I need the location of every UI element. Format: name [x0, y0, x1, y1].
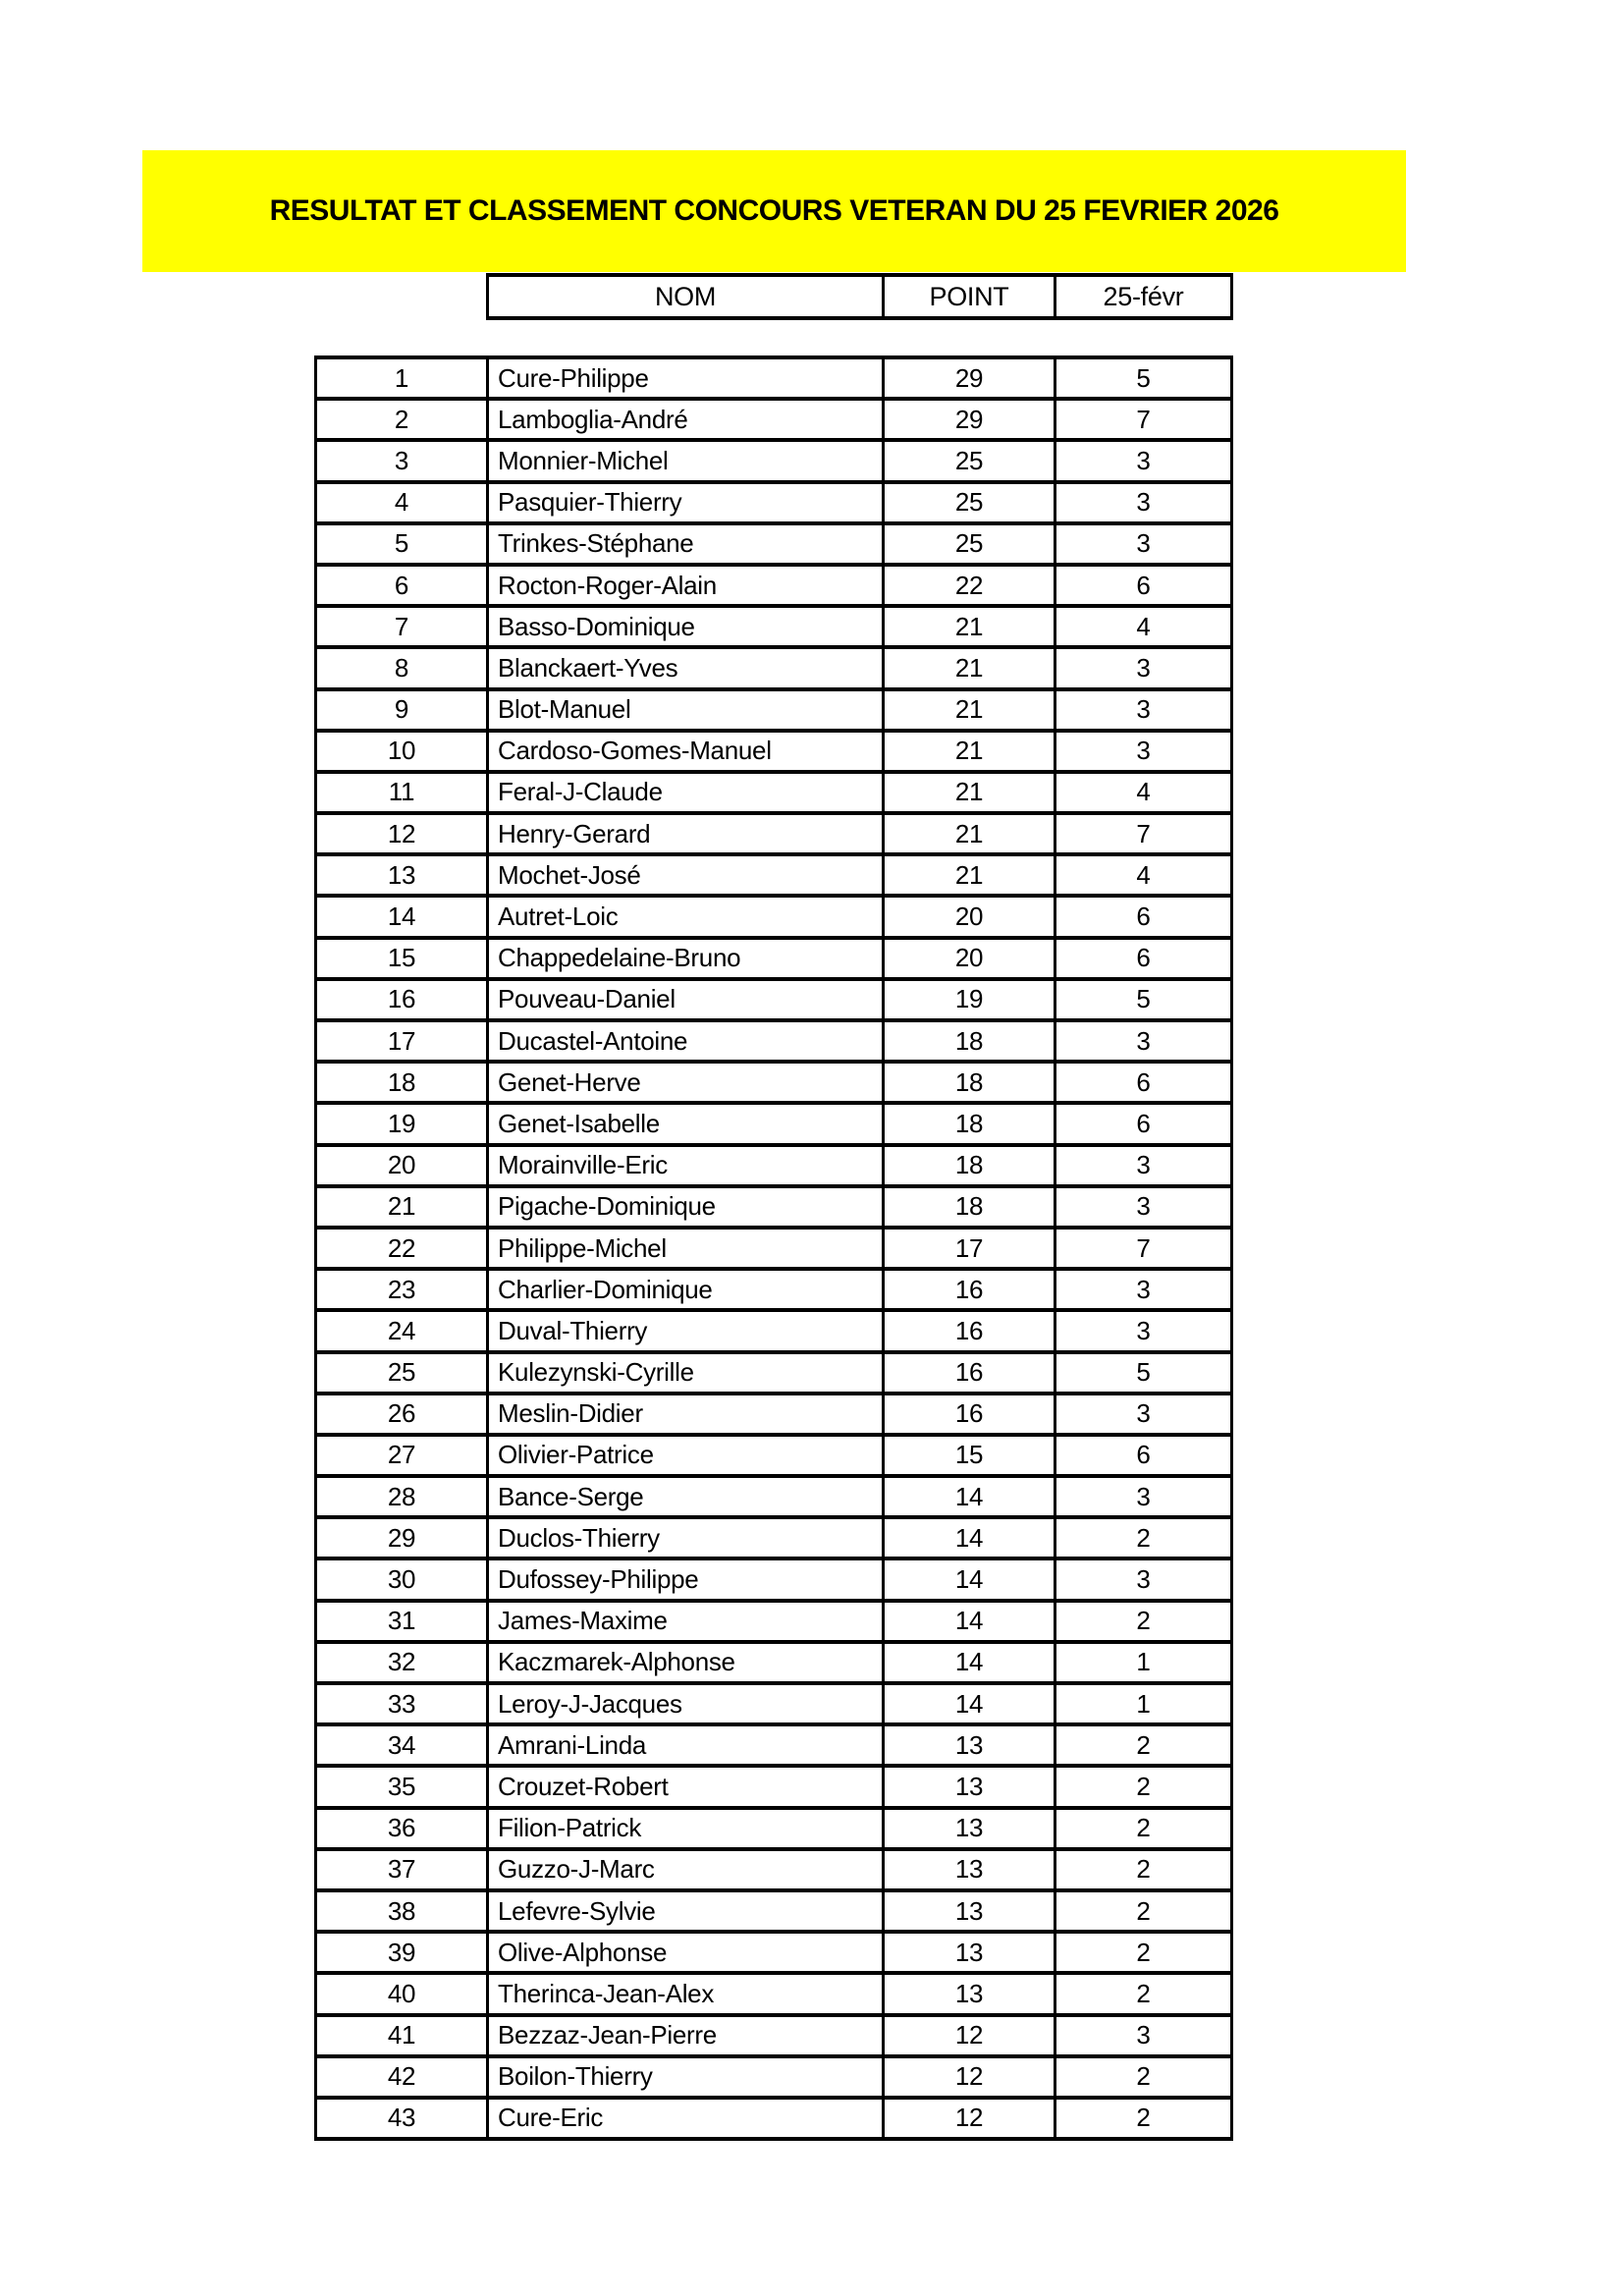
point-cell: 20	[884, 938, 1055, 979]
rank-cell: 14	[316, 896, 488, 937]
date-cell: 2	[1055, 2056, 1232, 2098]
table-row	[316, 2056, 1232, 2098]
rank-cell: 39	[316, 1932, 488, 1973]
rank-cell: 17	[316, 1020, 488, 1062]
page-title: RESULTAT ET CLASSEMENT CONCOURS VETERAN DU 25 FEVRIER 2026	[269, 194, 1279, 227]
date-cell: 3	[1055, 1476, 1232, 1517]
rank-cell: 7	[316, 606, 488, 647]
table-row	[316, 1310, 1232, 1351]
name-cell: Filion-Patrick	[488, 1808, 884, 1849]
table-row	[316, 1145, 1232, 1186]
table-row	[316, 647, 1232, 688]
point-cell: 18	[884, 1145, 1055, 1186]
table-row	[316, 482, 1232, 523]
rank-cell: 37	[316, 1849, 488, 1890]
point-cell: 18	[884, 1186, 1055, 1228]
title-banner	[142, 150, 1406, 272]
point-cell: 13	[884, 1890, 1055, 1932]
date-cell: 2	[1055, 1808, 1232, 1849]
name-cell: Pasquier-Thierry	[488, 482, 884, 523]
table-row	[316, 440, 1232, 481]
table-row	[316, 1517, 1232, 1558]
name-cell: Dufossey-Philippe	[488, 1558, 884, 1600]
rank-cell: 43	[316, 2098, 488, 2139]
point-cell: 22	[884, 565, 1055, 606]
point-cell: 25	[884, 482, 1055, 523]
table-row	[316, 854, 1232, 896]
point-cell: 12	[884, 2098, 1055, 2139]
point-cell: 13	[884, 1973, 1055, 2014]
point-cell: 21	[884, 772, 1055, 813]
point-cell: 18	[884, 1020, 1055, 1062]
point-cell: 29	[884, 399, 1055, 440]
name-cell: Blot-Manuel	[488, 689, 884, 731]
point-cell: 25	[884, 440, 1055, 481]
name-cell: Pouveau-Daniel	[488, 979, 884, 1020]
date-cell: 6	[1055, 896, 1232, 937]
table-row	[316, 2015, 1232, 2056]
point-cell: 16	[884, 1310, 1055, 1351]
name-cell: Pigache-Dominique	[488, 1186, 884, 1228]
name-cell: Meslin-Didier	[488, 1394, 884, 1435]
name-cell: Charlier-Dominique	[488, 1269, 884, 1310]
point-cell: 15	[884, 1435, 1055, 1476]
rank-cell: 1	[316, 357, 488, 399]
table-row	[316, 1352, 1232, 1394]
table-row	[316, 399, 1232, 440]
date-cell: 1	[1055, 1683, 1232, 1724]
point-cell: 16	[884, 1352, 1055, 1394]
header-date: 25-févr	[1055, 275, 1232, 318]
table-row	[316, 1642, 1232, 1683]
rank-cell: 10	[316, 731, 488, 772]
date-cell: 3	[1055, 1020, 1232, 1062]
table-row	[316, 1269, 1232, 1310]
rank-cell: 6	[316, 565, 488, 606]
date-cell: 2	[1055, 1517, 1232, 1558]
name-cell: Duclos-Thierry	[488, 1517, 884, 1558]
table-row	[316, 606, 1232, 647]
rank-cell: 5	[316, 523, 488, 565]
point-cell: 14	[884, 1642, 1055, 1683]
point-cell: 17	[884, 1228, 1055, 1269]
name-cell: Olivier-Patrice	[488, 1435, 884, 1476]
rank-cell: 19	[316, 1103, 488, 1144]
table-row	[316, 2098, 1232, 2139]
point-cell: 18	[884, 1062, 1055, 1103]
name-cell: Bance-Serge	[488, 1476, 884, 1517]
rank-cell: 40	[316, 1973, 488, 2014]
name-cell: Cure-Philippe	[488, 357, 884, 399]
name-cell: Blanckaert-Yves	[488, 647, 884, 688]
table-row	[316, 1476, 1232, 1517]
table-row	[316, 1766, 1232, 1807]
rank-cell: 32	[316, 1642, 488, 1683]
name-cell: Cardoso-Gomes-Manuel	[488, 731, 884, 772]
rank-cell: 2	[316, 399, 488, 440]
date-cell: 6	[1055, 565, 1232, 606]
table-row	[316, 1186, 1232, 1228]
rank-cell: 27	[316, 1435, 488, 1476]
point-cell: 29	[884, 357, 1055, 399]
point-cell: 21	[884, 647, 1055, 688]
table-row	[316, 1062, 1232, 1103]
rank-cell: 12	[316, 813, 488, 854]
point-cell: 21	[884, 606, 1055, 647]
date-cell: 1	[1055, 1642, 1232, 1683]
point-cell: 19	[884, 979, 1055, 1020]
point-cell: 13	[884, 1808, 1055, 1849]
date-cell: 3	[1055, 482, 1232, 523]
name-cell: Cure-Eric	[488, 2098, 884, 2139]
table-row	[316, 1683, 1232, 1724]
point-cell: 21	[884, 731, 1055, 772]
table-row	[316, 731, 1232, 772]
rank-cell: 20	[316, 1145, 488, 1186]
name-cell: Olive-Alphonse	[488, 1932, 884, 1973]
date-cell: 4	[1055, 606, 1232, 647]
date-cell: 3	[1055, 689, 1232, 731]
date-cell: 2	[1055, 1932, 1232, 1973]
header-point: POINT	[884, 275, 1055, 318]
date-cell: 3	[1055, 1310, 1232, 1351]
name-cell: Henry-Gerard	[488, 813, 884, 854]
table-row	[316, 1103, 1232, 1144]
rank-cell: 29	[316, 1517, 488, 1558]
rank-cell: 25	[316, 1352, 488, 1394]
name-cell: Autret-Loic	[488, 896, 884, 937]
name-cell: Amrani-Linda	[488, 1724, 884, 1766]
date-cell: 3	[1055, 1394, 1232, 1435]
name-cell: Monnier-Michel	[488, 440, 884, 481]
name-cell: Genet-Isabelle	[488, 1103, 884, 1144]
name-cell: Lefevre-Sylvie	[488, 1890, 884, 1932]
point-cell: 16	[884, 1269, 1055, 1310]
name-cell: Therinca-Jean-Alex	[488, 1973, 884, 2014]
table-row	[316, 813, 1232, 854]
date-cell: 2	[1055, 1849, 1232, 1890]
date-cell: 4	[1055, 772, 1232, 813]
date-cell: 6	[1055, 1062, 1232, 1103]
point-cell: 21	[884, 689, 1055, 731]
table-row	[316, 523, 1232, 565]
rank-cell: 8	[316, 647, 488, 688]
table-row	[316, 1601, 1232, 1642]
name-cell: Kulezynski-Cyrille	[488, 1352, 884, 1394]
rank-cell: 18	[316, 1062, 488, 1103]
name-cell: Philippe-Michel	[488, 1228, 884, 1269]
rank-cell: 13	[316, 854, 488, 896]
name-cell: Rocton-Roger-Alain	[488, 565, 884, 606]
rank-cell: 4	[316, 482, 488, 523]
table-row	[316, 1020, 1232, 1062]
name-cell: Genet-Herve	[488, 1062, 884, 1103]
date-cell: 2	[1055, 2098, 1232, 2139]
rank-cell: 23	[316, 1269, 488, 1310]
table-row	[316, 565, 1232, 606]
date-cell: 3	[1055, 523, 1232, 565]
point-cell: 13	[884, 1724, 1055, 1766]
rank-cell: 36	[316, 1808, 488, 1849]
point-cell: 21	[884, 813, 1055, 854]
point-cell: 14	[884, 1476, 1055, 1517]
table-row	[316, 979, 1232, 1020]
table-row	[316, 1394, 1232, 1435]
table-row	[316, 938, 1232, 979]
rank-cell: 9	[316, 689, 488, 731]
rank-cell: 30	[316, 1558, 488, 1600]
name-cell: Ducastel-Antoine	[488, 1020, 884, 1062]
table-row	[316, 772, 1232, 813]
table-row	[316, 1808, 1232, 1849]
table-row	[316, 1973, 1232, 2014]
table-row	[316, 1849, 1232, 1890]
point-cell: 14	[884, 1517, 1055, 1558]
name-cell: Mochet-José	[488, 854, 884, 896]
table-row	[316, 1228, 1232, 1269]
rank-cell: 34	[316, 1724, 488, 1766]
rank-cell: 22	[316, 1228, 488, 1269]
date-cell: 3	[1055, 1145, 1232, 1186]
rank-cell: 33	[316, 1683, 488, 1724]
point-cell: 12	[884, 2056, 1055, 2098]
date-cell: 3	[1055, 731, 1232, 772]
date-cell: 2	[1055, 1601, 1232, 1642]
rank-cell: 24	[316, 1310, 488, 1351]
rank-cell: 3	[316, 440, 488, 481]
date-cell: 5	[1055, 1352, 1232, 1394]
date-cell: 5	[1055, 979, 1232, 1020]
table-row	[316, 896, 1232, 937]
date-cell: 6	[1055, 938, 1232, 979]
header-nom: NOM	[488, 275, 884, 318]
rank-cell: 41	[316, 2015, 488, 2056]
rank-cell: 16	[316, 979, 488, 1020]
name-cell: James-Maxime	[488, 1601, 884, 1642]
date-cell: 3	[1055, 2015, 1232, 2056]
name-cell: Crouzet-Robert	[488, 1766, 884, 1807]
date-cell: 3	[1055, 1269, 1232, 1310]
name-cell: Duval-Thierry	[488, 1310, 884, 1351]
header-row	[488, 275, 1232, 318]
point-cell: 16	[884, 1394, 1055, 1435]
name-cell: Morainville-Eric	[488, 1145, 884, 1186]
date-cell: 4	[1055, 854, 1232, 896]
point-cell: 14	[884, 1683, 1055, 1724]
name-cell: Lamboglia-André	[488, 399, 884, 440]
name-cell: Trinkes-Stéphane	[488, 523, 884, 565]
date-cell: 2	[1055, 1724, 1232, 1766]
point-cell: 21	[884, 854, 1055, 896]
date-cell: 3	[1055, 1558, 1232, 1600]
results-table	[314, 355, 1233, 2141]
table-row	[316, 1932, 1232, 1973]
name-cell: Bezzaz-Jean-Pierre	[488, 2015, 884, 2056]
point-cell: 14	[884, 1601, 1055, 1642]
point-cell: 20	[884, 896, 1055, 937]
table-row	[316, 357, 1232, 399]
name-cell: Guzzo-J-Marc	[488, 1849, 884, 1890]
table-row	[316, 1890, 1232, 1932]
table-row	[316, 1558, 1232, 1600]
name-cell: Boilon-Thierry	[488, 2056, 884, 2098]
rank-cell: 31	[316, 1601, 488, 1642]
date-cell: 7	[1055, 399, 1232, 440]
point-cell: 18	[884, 1103, 1055, 1144]
point-cell: 25	[884, 523, 1055, 565]
column-header-table	[486, 273, 1233, 320]
point-cell: 14	[884, 1558, 1055, 1600]
date-cell: 2	[1055, 1890, 1232, 1932]
name-cell: Leroy-J-Jacques	[488, 1683, 884, 1724]
rank-cell: 38	[316, 1890, 488, 1932]
rank-cell: 15	[316, 938, 488, 979]
name-cell: Basso-Dominique	[488, 606, 884, 647]
point-cell: 13	[884, 1849, 1055, 1890]
rank-cell: 42	[316, 2056, 488, 2098]
rank-cell: 28	[316, 1476, 488, 1517]
date-cell: 3	[1055, 440, 1232, 481]
table-row	[316, 1435, 1232, 1476]
date-cell: 3	[1055, 1186, 1232, 1228]
date-cell: 6	[1055, 1435, 1232, 1476]
point-cell: 13	[884, 1932, 1055, 1973]
date-cell: 6	[1055, 1103, 1232, 1144]
name-cell: Chappedelaine-Bruno	[488, 938, 884, 979]
date-cell: 3	[1055, 647, 1232, 688]
date-cell: 5	[1055, 357, 1232, 399]
name-cell: Kaczmarek-Alphonse	[488, 1642, 884, 1683]
rank-cell: 26	[316, 1394, 488, 1435]
date-cell: 7	[1055, 1228, 1232, 1269]
rank-cell: 35	[316, 1766, 488, 1807]
date-cell: 2	[1055, 1766, 1232, 1807]
point-cell: 13	[884, 1766, 1055, 1807]
table-row	[316, 1724, 1232, 1766]
rank-cell: 11	[316, 772, 488, 813]
name-cell: Feral-J-Claude	[488, 772, 884, 813]
table-row	[316, 689, 1232, 731]
point-cell: 12	[884, 2015, 1055, 2056]
date-cell: 7	[1055, 813, 1232, 854]
rank-cell: 21	[316, 1186, 488, 1228]
date-cell: 2	[1055, 1973, 1232, 2014]
